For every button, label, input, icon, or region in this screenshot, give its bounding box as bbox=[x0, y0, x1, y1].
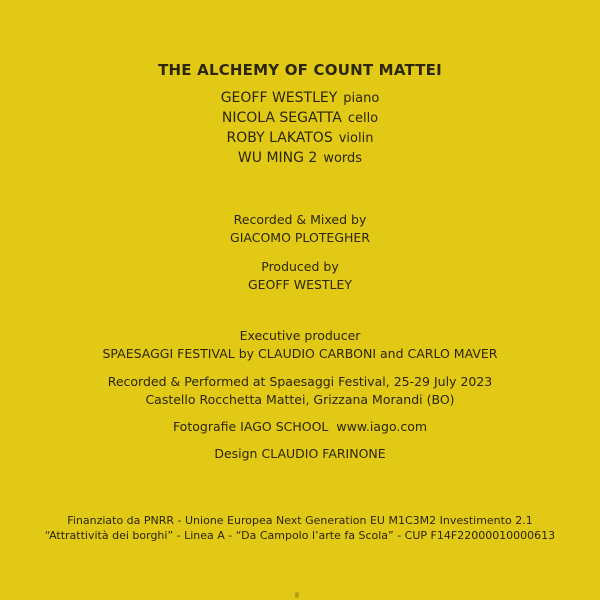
design-credit bbox=[0, 446, 600, 461]
executive-label: Executive producer bbox=[239, 328, 361, 343]
performer-line bbox=[0, 90, 600, 106]
photo-url: www.iago.com bbox=[336, 419, 428, 434]
funding-line1: Finanziato da PNRR - Unione Europea Next Generation EU M1C3M2 Investimento 2.1 bbox=[67, 514, 533, 527]
funding-line2: “Attrattività dei borghi” - Linea A - “Da Campolo l’arte fa Scola” - CUP F14F22000010000613 bbox=[44, 529, 556, 542]
design-label: Design bbox=[214, 446, 258, 461]
recording-location-line1: Recorded & Performed at Spaesaggi Festival, 25-29 July 2023 bbox=[107, 374, 493, 389]
recorded-mixed-label: Recorded & Mixed by bbox=[233, 212, 367, 227]
photo-credit bbox=[0, 419, 600, 434]
performer-line bbox=[0, 110, 600, 126]
produced-name: GEOFF WESTLEY bbox=[247, 277, 353, 292]
photo-label: Fotografie bbox=[172, 419, 237, 434]
performer-name: GEOFF WESTLEY bbox=[220, 90, 338, 106]
performer-name: ROBY LAKATOS bbox=[226, 130, 333, 146]
album-title: THE ALCHEMY OF COUNT MATTEI bbox=[158, 61, 442, 79]
recorded-mixed-name: GIACOMO PLOTEGHER bbox=[230, 230, 370, 245]
design-name: CLAUDIO FARINONE bbox=[261, 446, 386, 461]
performer-role: piano bbox=[343, 91, 380, 106]
photo-name: IAGO SCHOOL bbox=[240, 419, 329, 434]
performer-role: cello bbox=[347, 111, 379, 126]
bottom-mark bbox=[295, 592, 299, 598]
performer-line bbox=[0, 130, 600, 146]
produced-label: Produced by bbox=[261, 259, 339, 274]
executive-name: SPAESAGGI FESTIVAL by CLAUDIO CARBONI and CARLO MAVER bbox=[102, 346, 498, 361]
recording-location-line2: Castello Rocchetta Mattei, Grizzana Morandi (BO) bbox=[145, 392, 455, 407]
performer-line bbox=[0, 150, 600, 166]
performer-role: violin bbox=[338, 131, 374, 146]
performer-role: words bbox=[323, 151, 363, 166]
performer-name: NICOLA SEGATTA bbox=[221, 110, 342, 126]
performer-name: WU MING 2 bbox=[237, 150, 318, 166]
